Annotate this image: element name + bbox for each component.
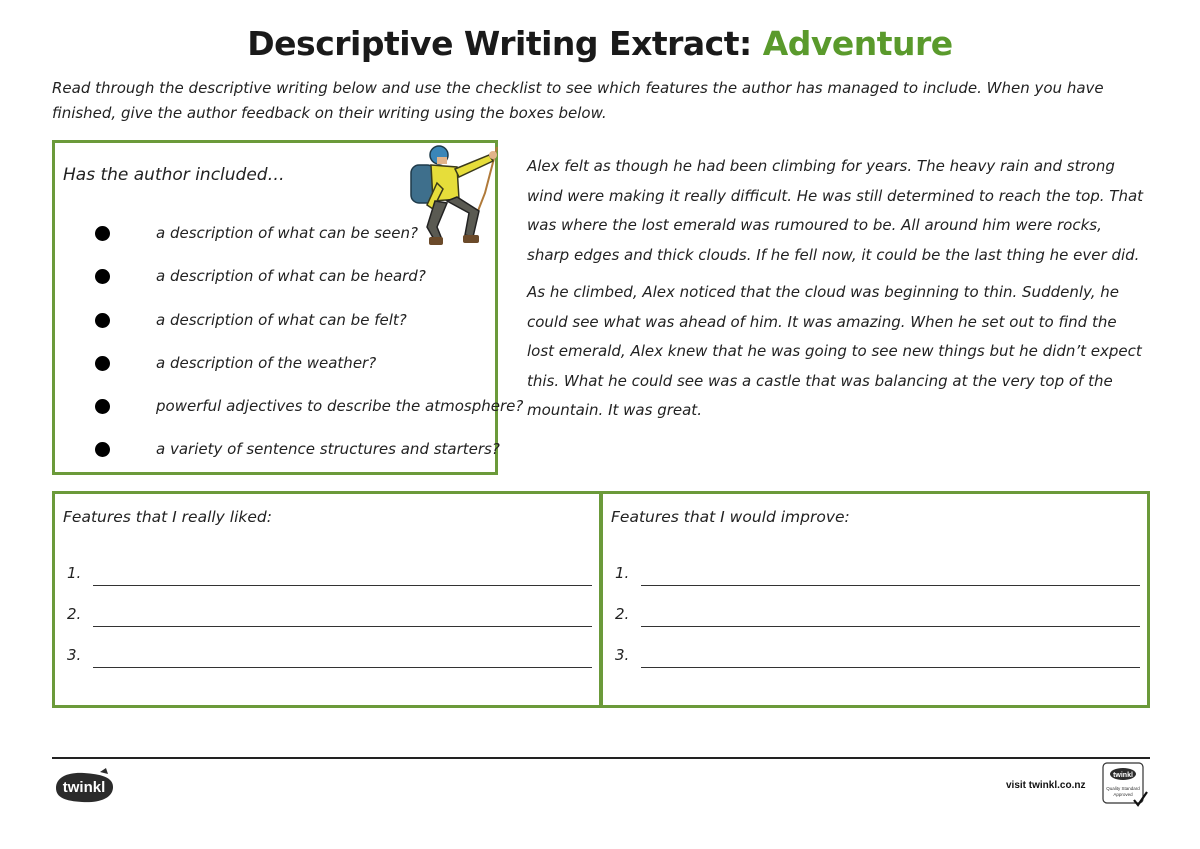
- writing-line: [93, 585, 592, 586]
- footer-divider: [52, 757, 1150, 759]
- line-number: 1.: [67, 564, 82, 582]
- feedback-improve-heading: Features that I would improve:: [611, 508, 850, 526]
- badge-sub1: Quality Standard: [1106, 786, 1140, 791]
- intro-text: Read through the descriptive writing below and use the checklist to see which features the author has managed to include. When you have finished, give the author feedback on their writing using the boxes below.: [52, 79, 1104, 122]
- bullet-icon: [95, 269, 110, 284]
- bullet-icon: [95, 226, 110, 241]
- bullet-icon: [95, 399, 110, 414]
- line-number: 2.: [67, 605, 82, 623]
- checklist-item-text: a description of what can be felt?: [156, 311, 407, 329]
- checklist-item-text: a description of the weather?: [156, 354, 377, 372]
- checklist-item: [95, 436, 500, 462]
- feedback-line[interactable]: [67, 564, 592, 586]
- feedback-line[interactable]: [615, 605, 1140, 627]
- feedback-line[interactable]: [67, 646, 592, 668]
- visit-link[interactable]: visit twinkl.co.nz: [1006, 780, 1086, 791]
- writing-line: [93, 667, 592, 668]
- story-paragraph: As he climbed, Alex noticed that the cloud was beginning to thin. Suddenly, he could see what was ahead of him. It was amazing. When he set out to find the lost emerald, Alex knew that he was going to see new things but he didn’t expect this. What he could see was a castle that was balancing at the very top of the mountain. It was great.: [527, 283, 1142, 419]
- feedback-line[interactable]: [615, 564, 1140, 586]
- bullet-icon: [95, 356, 110, 371]
- checklist-item: [95, 220, 495, 246]
- checklist-item: [95, 393, 524, 419]
- badge-sub2: Approved: [1113, 792, 1133, 797]
- story-paragraph: Alex felt as though he had been climbing for years. The heavy rain and strong wind were making it really difficult. He was still determined to reach the top. That was where the lost emerald was rumoured to be. All around him were rocks, sharp edges and thick clouds. If he fell now, it could be the last thing he ever did.: [527, 157, 1144, 264]
- writing-line: [93, 626, 592, 627]
- checklist-item: [95, 263, 495, 289]
- story-extract: [527, 152, 1145, 434]
- feedback-line[interactable]: [615, 646, 1140, 668]
- line-number: 2.: [615, 605, 630, 623]
- line-number: 3.: [615, 646, 630, 664]
- feedback-line[interactable]: [67, 605, 592, 627]
- logo-text: twinkl: [62, 779, 106, 796]
- writing-line: [641, 626, 1140, 627]
- page-title: [0, 24, 1200, 63]
- feedback-improve-box: [600, 491, 1150, 708]
- title-accent: Adventure: [762, 24, 953, 63]
- feedback-liked-box: [52, 491, 602, 708]
- title-prefix: Descriptive Writing Extract:: [247, 24, 752, 63]
- checklist-item-text: a variety of sentence structures and starters?: [156, 440, 500, 458]
- checklist-item-text: a description of what can be seen?: [156, 224, 418, 242]
- checklist-heading: Has the author included…: [63, 165, 285, 185]
- checklist-box: [52, 140, 524, 475]
- quality-badge: [1102, 762, 1148, 808]
- bullet-icon: [95, 442, 110, 457]
- writing-line: [641, 667, 1140, 668]
- bullet-icon: [95, 313, 110, 328]
- twinkl-logo: [50, 768, 118, 806]
- line-number: 3.: [67, 646, 82, 664]
- feedback-liked-heading: Features that I really liked:: [63, 508, 272, 526]
- checklist-item: [95, 350, 495, 376]
- checklist-item-text: a description of what can be heard?: [156, 267, 426, 285]
- writing-line: [641, 585, 1140, 586]
- checklist-item-text: powerful adjectives to describe the atmosphere?: [156, 397, 524, 415]
- checklist-item: [95, 307, 495, 333]
- badge-text: twinkl: [1113, 772, 1133, 779]
- line-number: 1.: [615, 564, 630, 582]
